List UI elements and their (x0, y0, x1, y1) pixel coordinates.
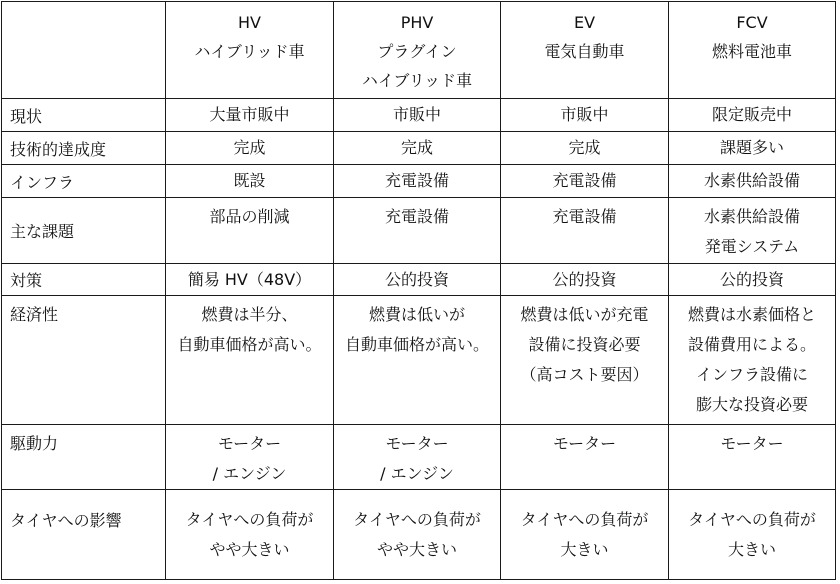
table-row (2, 99, 836, 132)
row-label: 対策 (2, 264, 166, 296)
table-cell: 水素供給設備 発電システム (669, 198, 836, 264)
vehicle-comparison-table (1, 1, 836, 580)
table-row (2, 490, 836, 580)
row-label: 現状 (2, 99, 166, 132)
table-cell: 公的投資 (334, 264, 501, 296)
column-code: FCV (736, 13, 768, 32)
table-row (2, 264, 836, 296)
table-row (2, 198, 836, 264)
table-cell: モーター (501, 425, 669, 490)
table-cell: 市販中 (334, 99, 501, 132)
table-cell: 完成 (501, 132, 669, 165)
table-cell: 部品の削減 (166, 198, 334, 264)
table-cell: 燃費は半分、 自動車価格が高い。 (166, 296, 334, 425)
column-code: EV (573, 13, 596, 32)
table-cell: タイヤへの負荷が 大きい (669, 490, 836, 580)
column-code: HV (238, 13, 261, 32)
table-cell: 公的投資 (501, 264, 669, 296)
table-cell: 燃費は低いが充電 設備に投資必要 （高コスト要因） (501, 296, 669, 425)
table-cell: モーター (669, 425, 836, 490)
table-cell: 既設 (166, 165, 334, 198)
table-cell: 大量市販中 (166, 99, 334, 132)
table-row (2, 165, 836, 198)
column-name: 電気自動車 (544, 42, 625, 61)
table-cell: 限定販売中 (669, 99, 836, 132)
row-label: 経済性 (2, 296, 166, 425)
column-header-ev (501, 2, 669, 99)
table-cell: モーター / エンジン (334, 425, 501, 490)
column-name: プラグイン (377, 42, 457, 61)
table-cell: タイヤへの負荷が やや大きい (334, 490, 501, 580)
table-cell: 簡易 HV（48V） (166, 264, 334, 296)
header-row (2, 2, 836, 99)
column-header-fcv (669, 2, 836, 99)
table-cell: 完成 (334, 132, 501, 165)
table-cell: 市販中 (501, 99, 669, 132)
table-cell: タイヤへの負荷が やや大きい (166, 490, 334, 580)
table-cell: モーター / エンジン (166, 425, 334, 490)
row-label: 主な課題 (2, 198, 166, 264)
corner-cell (2, 2, 166, 99)
table-cell: 充電設備 (501, 198, 669, 264)
table-cell: 燃費は低いが 自動車価格が高い。 (334, 296, 501, 425)
table-cell: 公的投資 (669, 264, 836, 296)
table-cell: 充電設備 (334, 198, 501, 264)
table-cell: タイヤへの負荷が 大きい (501, 490, 669, 580)
row-label: 駆動力 (2, 425, 166, 490)
column-header-phv (334, 2, 501, 99)
row-label: 技術的達成度 (2, 132, 166, 165)
column-code: PHV (400, 13, 434, 32)
table-cell: 水素供給設備 (669, 165, 836, 198)
table-cell: 課題多い (669, 132, 836, 165)
row-label: インフラ (2, 165, 166, 198)
column-name: 燃料電池車 (711, 42, 792, 61)
table-cell: 充電設備 (334, 165, 501, 198)
table-row (2, 425, 836, 490)
table-row (2, 296, 836, 425)
table-cell: 燃費は水素価格と 設備費用による。 インフラ設備に 膨大な投資必要 (669, 296, 836, 425)
table-cell: 充電設備 (501, 165, 669, 198)
column-name: ハイブリッド車 (361, 71, 473, 90)
column-header-hv (166, 2, 334, 99)
table-cell: 完成 (166, 132, 334, 165)
row-label: タイヤへの影響 (2, 490, 166, 580)
table-row (2, 132, 836, 165)
column-name: ハイブリッド車 (194, 42, 305, 61)
